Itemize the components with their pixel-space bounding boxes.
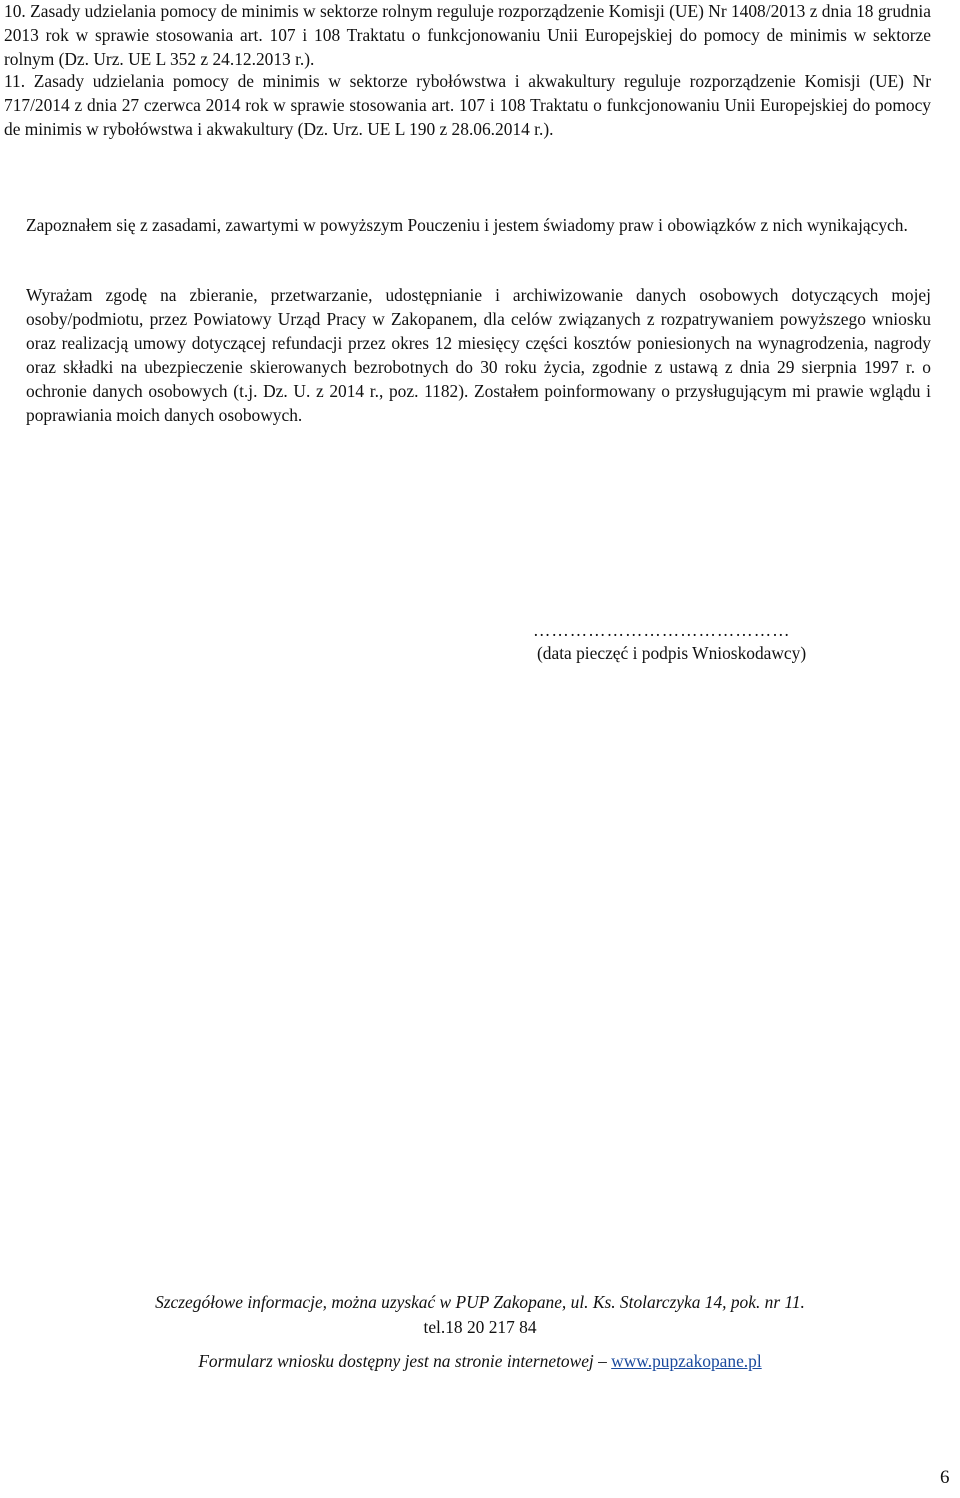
website-link[interactable]: www.pupzakopane.pl <box>611 1351 762 1371</box>
acknowledgement-text: Zapoznałem się z zasadami, zawartymi w powyższym Pouczeniu i jestem świadomy praw i obowiązków z nich wynikających. <box>26 215 908 235</box>
consent-text: Wyrażam zgodę na zbieranie, przetwarzanie, udostępnianie i archiwizowanie danych osobowych dotyczących mojej osoby/podmiotu, przez Powiatowy Urząd Pracy w Zakopanem, dla celów związanych z rozpatrywaniem powyższego wniosku oraz realizacją umowy dotyczącej refundacji przez okres 12 miesięcy części kosztów poniesionych na wynagrodzenia, nagrody oraz składki na ubezpieczenie skierowanych bezrobotnych do 30 roku życia, zgodnie z ustawą z dnia 29 sierpnia 1997 r. o ochronie danych osobowych (t.j. Dz. U. z 2014 r., poz. 1182). Zostałem poinformowany o przysługującym mi prawie wglądu i poprawiania moich danych osobowych. <box>26 285 931 425</box>
footer-form-line <box>0 1351 960 1372</box>
signature-line: …………………………………… <box>533 620 791 640</box>
item-10-number: 10. <box>4 1 26 21</box>
footer-info: Szczegółowe informacje, można uzyskać w PUP Zakopane, ul. Ks. Stolarczyka 14, pok. nr 11. <box>155 1292 805 1312</box>
page-number: 6 <box>940 1467 950 1488</box>
item-11 <box>4 69 931 141</box>
item-10-text: Zasady udzielania pomocy de minimis w sektorze rolnym reguluje rozporządzenie Komisji (UE) Nr 1408/2013 z dnia 18 grudnia 2013 rok w sprawie stosowania art. 107 i 108 Traktatu o funkcjonowaniu Unii Europejskiej do pomocy de minimis w sektorze rolnym (Dz. Urz. UE L 352 z 24.12.2013 r.). <box>4 1 931 69</box>
item-10 <box>4 0 931 71</box>
item-11-text: Zasady udzielania pomocy de minimis w sektorze rybołówstwa i akwakultury reguluje rozporządzenie Komisji (UE) Nr 717/2014 z dnia 27 czerwca 2014 rok w sprawie stosowania art. 107 i 108 Traktatu o funkcjonowaniu Unii Europejskiej do pomocy de minimis w rybołówstwa i akwakultury (Dz. Urz. UE L 190 z 28.06.2014 r.). <box>4 71 931 139</box>
signature-caption: (data pieczęć i podpis Wnioskodawcy) <box>537 643 807 663</box>
item-11-number: 11. <box>4 71 26 91</box>
footer-form-text: Formularz wniosku dostępny jest na stronie internetowej – <box>198 1351 607 1371</box>
footer-phone: tel.18 20 217 84 <box>423 1317 537 1337</box>
